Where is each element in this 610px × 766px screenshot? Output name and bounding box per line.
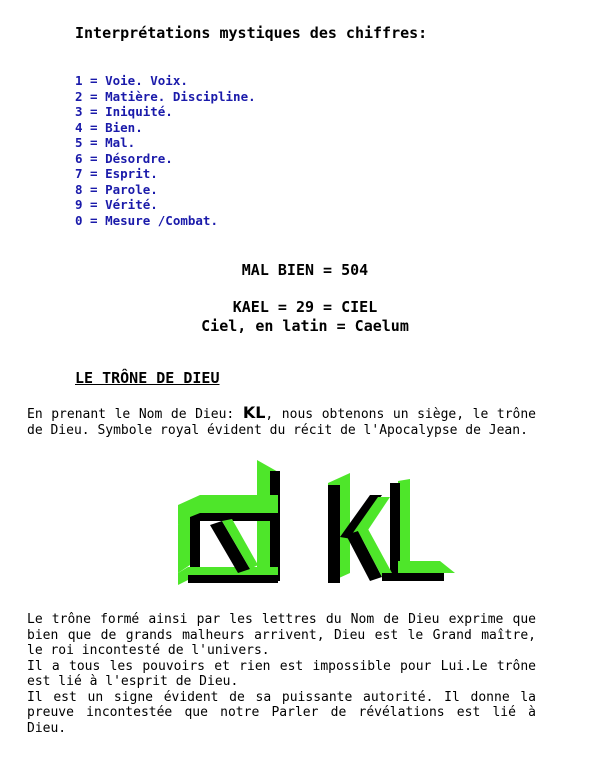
body-line: Il a tous les pouvoirs et rien est impossible pour Lui.Le trône	[27, 658, 536, 674]
list-item: 9 = Vérité.	[75, 197, 158, 212]
intro-text-before: En prenant le Nom de Dieu:	[27, 407, 243, 422]
kl-name: KL	[242, 403, 266, 422]
body-line: Dieu.	[27, 720, 67, 736]
body-line: Le trône formé ainsi par les lettres du Nom de Dieu exprime que	[27, 612, 536, 627]
body-line: le roi incontesté de l'univers.	[27, 643, 270, 658]
body-line: Il est un signe évident de sa puissante autorité. Il donne la	[27, 689, 536, 705]
body-line: preuve incontestée que notre Parler de révélations est lié à	[27, 705, 536, 720]
throne-illustration	[170, 455, 460, 595]
rotated-kl-throne-figure	[178, 460, 280, 585]
equation-kael: KAEL = 29 = CIEL	[232, 298, 378, 316]
intro-paragraph	[27, 405, 536, 438]
equation-mal-bien: MAL BIEN = 504	[241, 261, 369, 279]
list-item: 7 = Esprit.	[75, 166, 158, 181]
list-item: 5 = Mal.	[75, 135, 136, 150]
list-item: 8 = Parole.	[75, 181, 158, 197]
list-item: 6 = Désordre.	[75, 150, 173, 166]
body-line: bien que de grands malheurs arrivent, Dieu est le Grand maître,	[27, 627, 536, 643]
digit-meanings-list	[75, 73, 256, 228]
body-paragraph	[27, 612, 536, 736]
section-title: LE TRÔNE DE DIEU	[75, 369, 220, 387]
list-item: 3 = Iniquité.	[75, 104, 173, 119]
list-item: 0 = Mesure /Combat.	[75, 212, 218, 228]
intro-text-after: , nous obtenons un siège, le trône de Dieu. Symbole royal évident du récit de l'Apocalypse de Jean.	[27, 407, 536, 438]
list-item: 2 = Matière. Discipline.	[75, 88, 256, 104]
equation-latin: Ciel, en latin = Caelum	[201, 317, 409, 335]
body-line: est lié à l'esprit de Dieu.	[27, 674, 239, 689]
list-item: 4 = Bien.	[75, 119, 143, 135]
page-title: Interprétations mystiques des chiffres:	[75, 24, 428, 42]
kl-throne-figure	[328, 473, 455, 583]
list-item: 1 = Voie. Voix.	[75, 73, 188, 88]
